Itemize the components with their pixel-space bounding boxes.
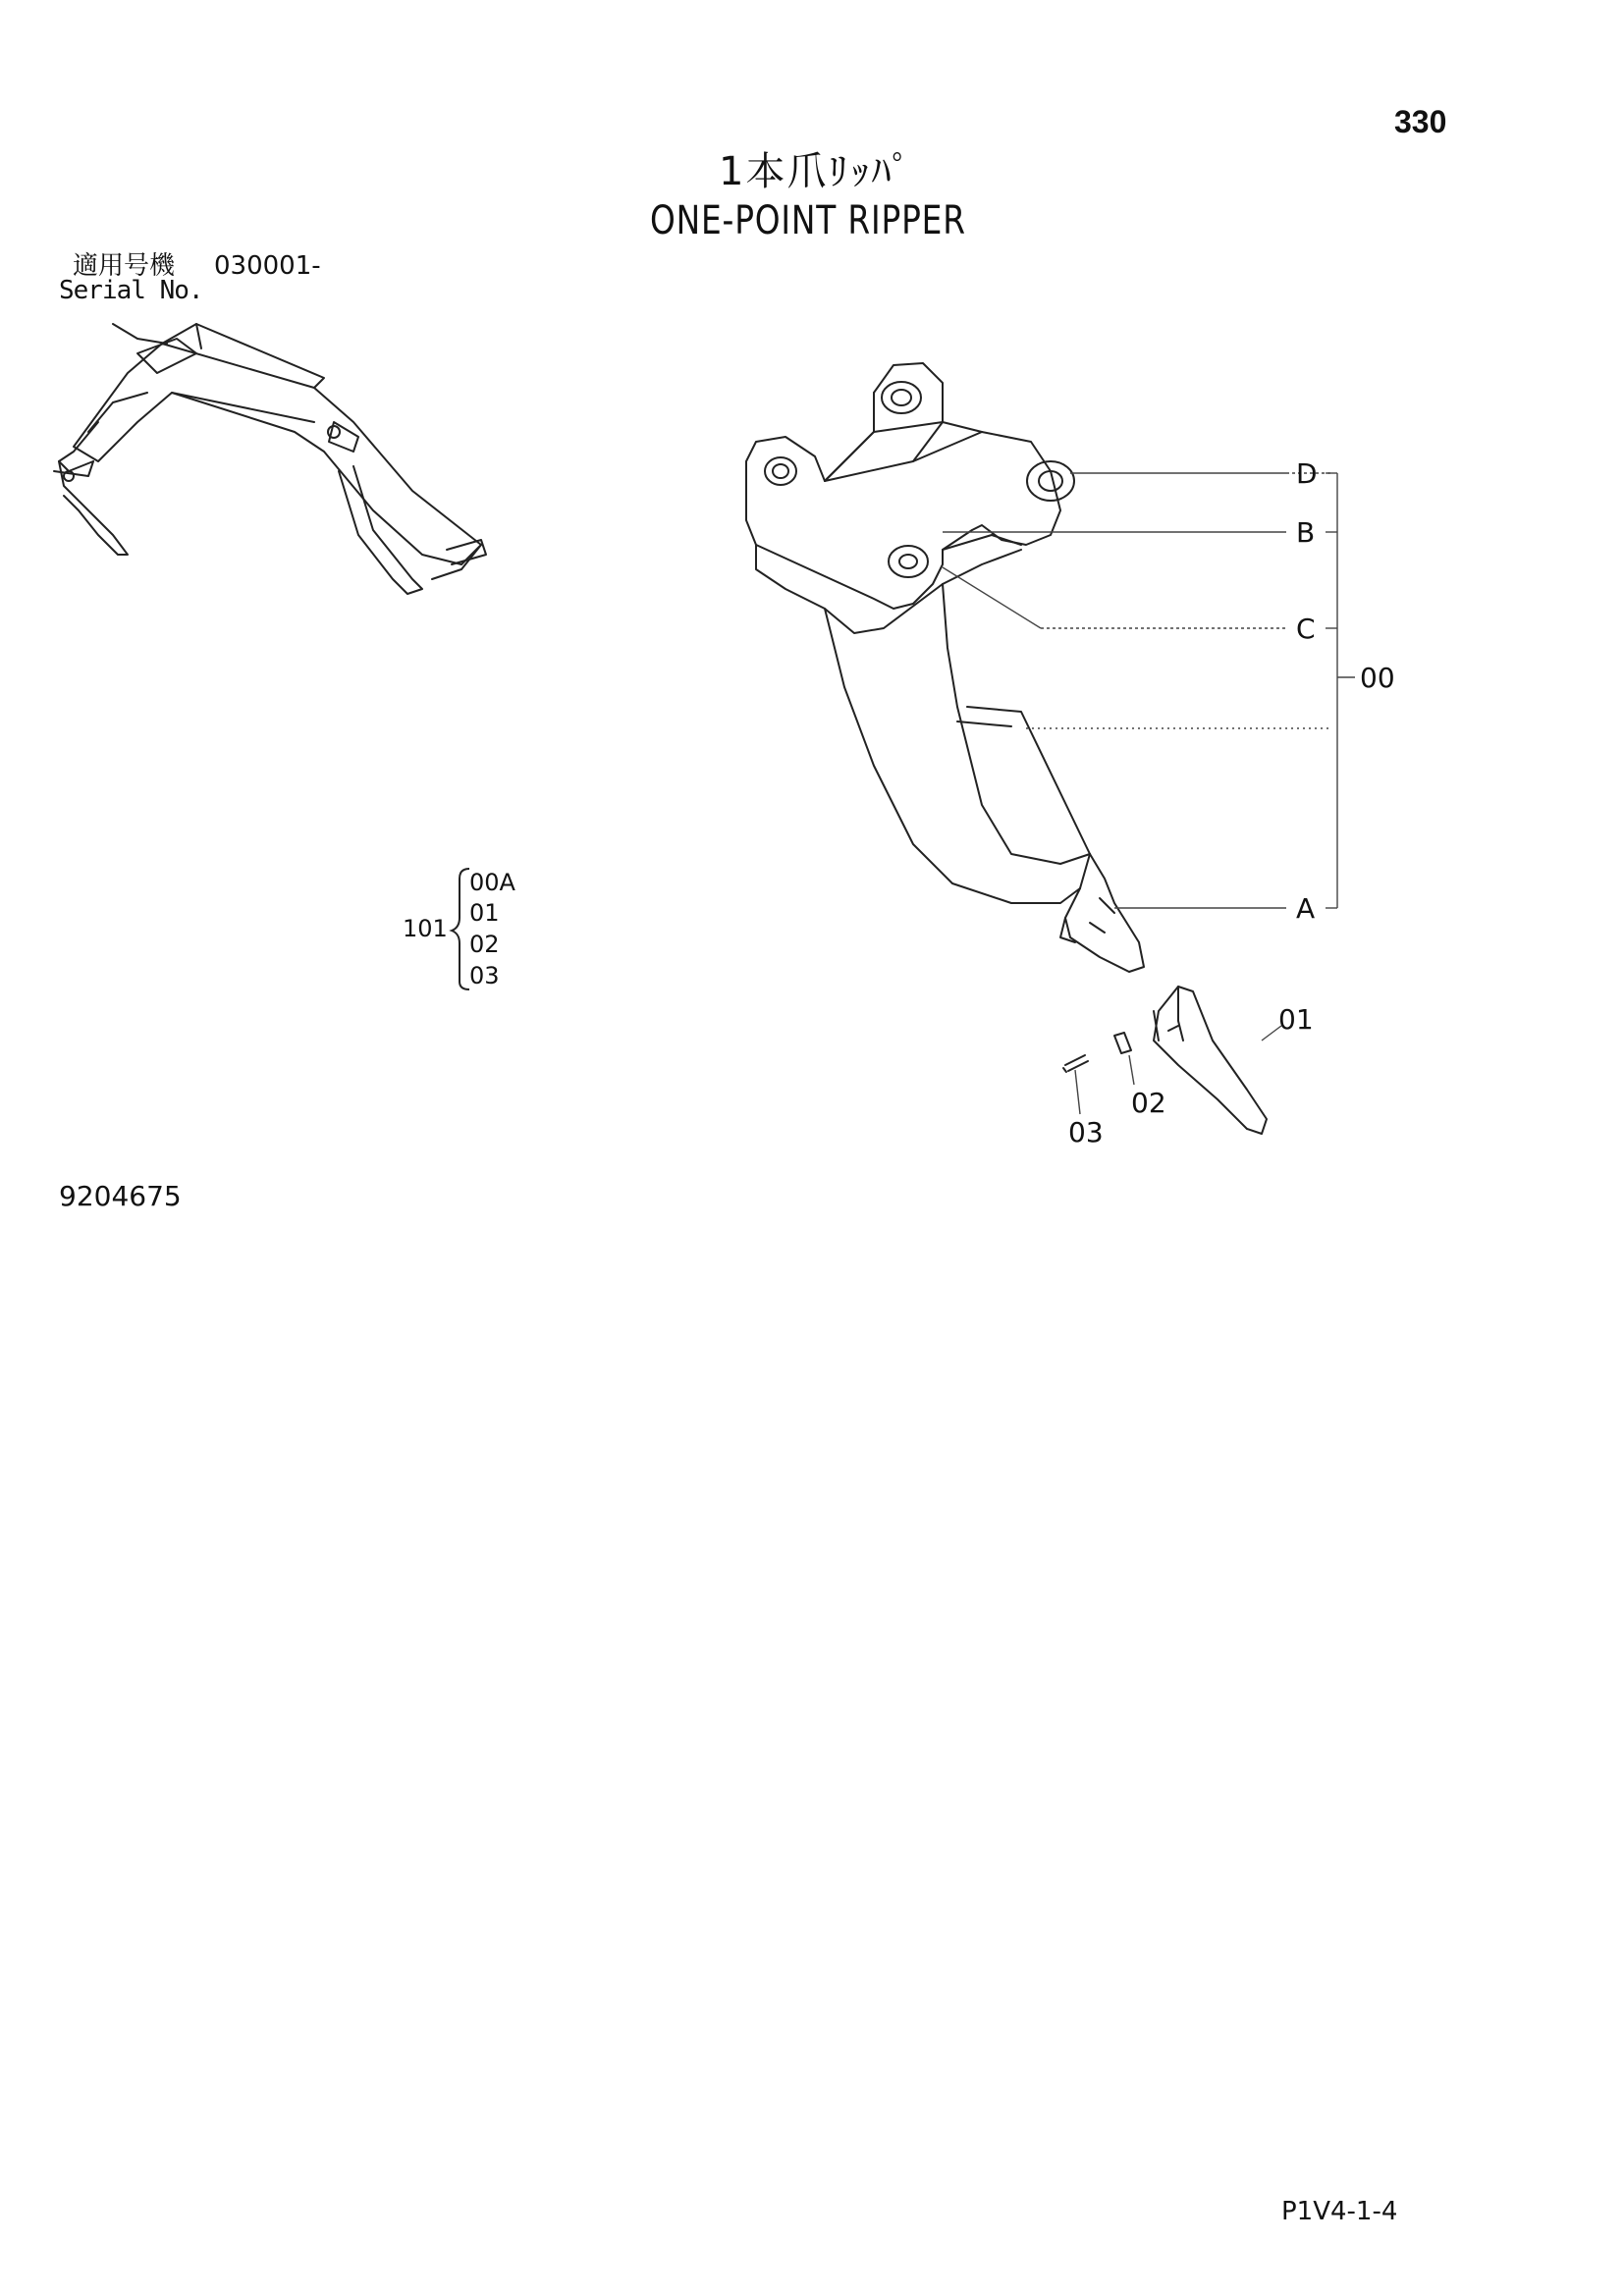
callout-part-01: 01 — [1278, 1003, 1314, 1036]
callout-part-03: 03 — [1068, 1116, 1104, 1148]
title-english: ONE-POINT RIPPER — [650, 198, 966, 243]
kit-item: 01 — [469, 899, 500, 927]
kit-item: 02 — [469, 931, 500, 958]
tooth-point-01-drawing — [1154, 987, 1267, 1134]
page-code: P1V4-1-4 — [1281, 2197, 1398, 2226]
pin-02-drawing — [1114, 1033, 1131, 1053]
arm-overview-illustration — [54, 324, 486, 594]
title-japanese: 1本爪ﾘｯﾊﾟ — [719, 149, 913, 194]
page-number: 330 — [1394, 104, 1447, 139]
serial-label-japanese: 適用号機 — [73, 251, 176, 281]
callout-B: B — [1296, 516, 1316, 549]
kit-item: 03 — [469, 962, 500, 989]
ripper-shank-drawing — [746, 363, 1144, 972]
lock-pin-03-drawing — [1063, 1055, 1088, 1072]
drawing-number: 9204675 — [59, 1180, 182, 1212]
callout-assembly-00: 00 — [1360, 662, 1395, 694]
kit-number: 101 — [403, 915, 448, 942]
callout-D: D — [1296, 457, 1318, 490]
kit-item: 00A — [469, 869, 515, 896]
kit-bracket — [452, 869, 469, 989]
serial-value: 030001- — [214, 251, 321, 281]
callout-C: C — [1296, 613, 1316, 645]
callout-part-02: 02 — [1131, 1087, 1166, 1119]
callout-A: A — [1296, 892, 1316, 925]
serial-label-english: Serial No. — [59, 276, 203, 305]
